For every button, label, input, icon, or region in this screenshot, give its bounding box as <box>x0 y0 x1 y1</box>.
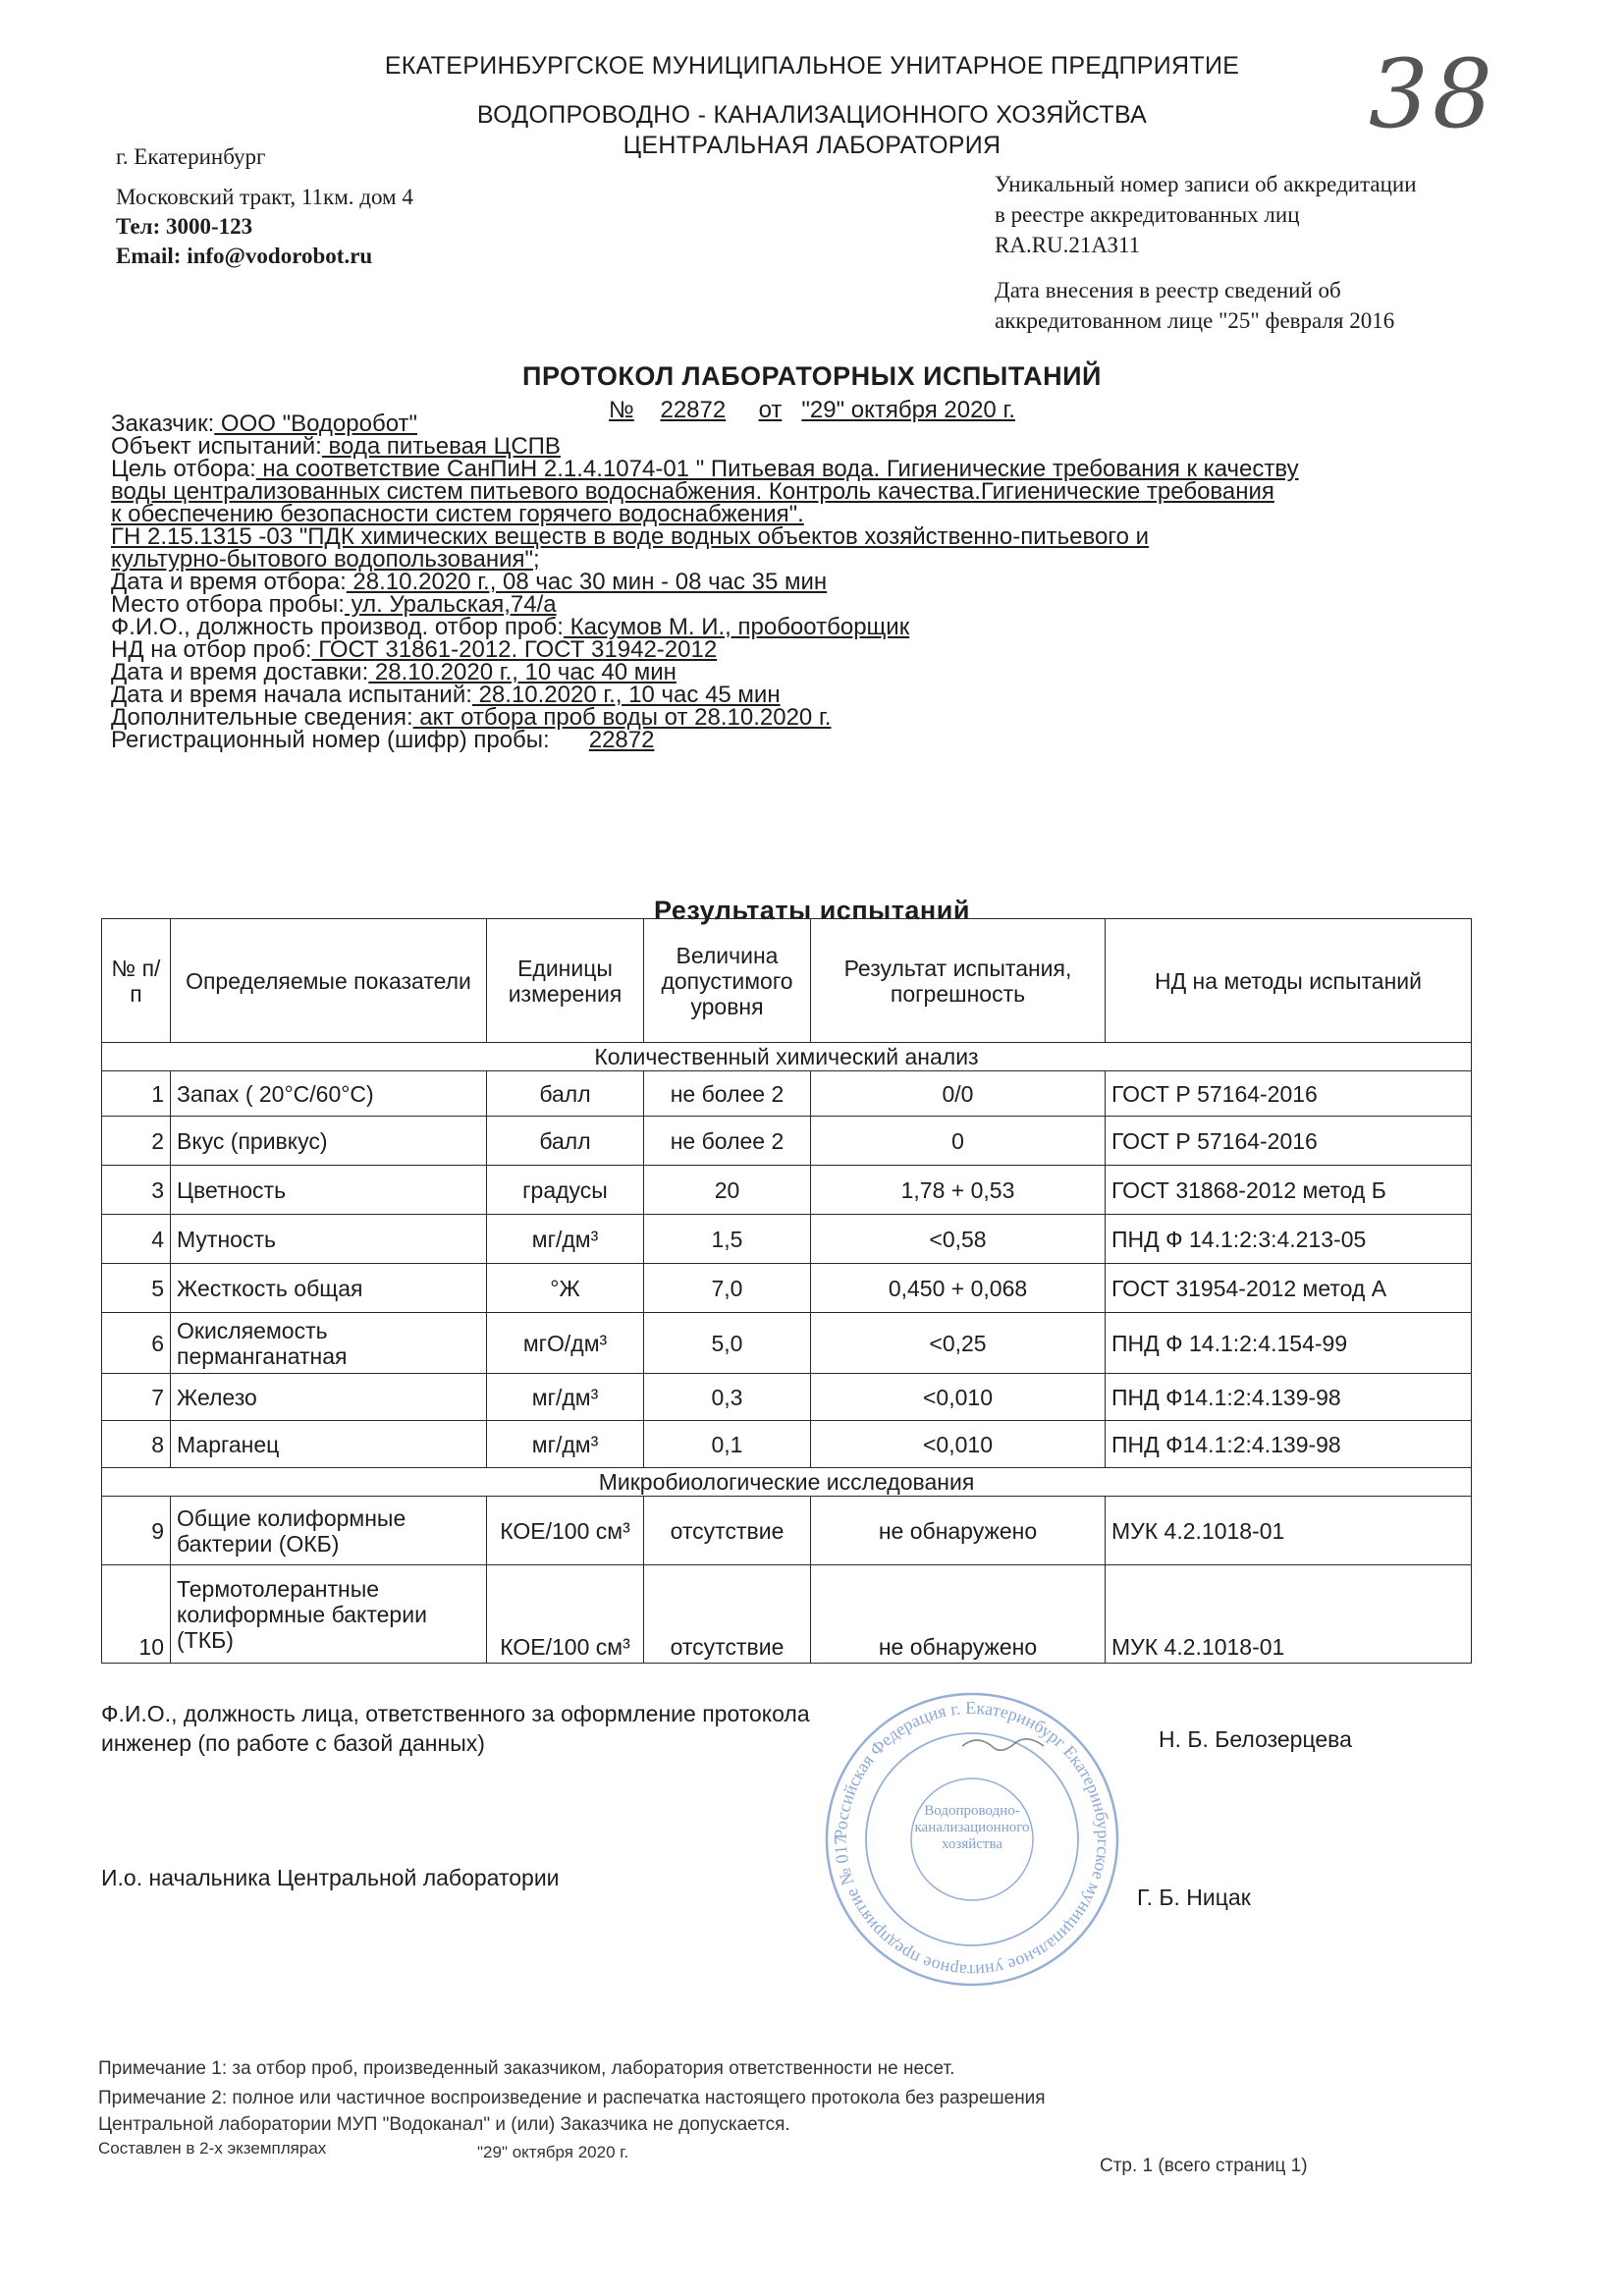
row-method: ПНД Ф 14.1:2:3:4.213-05 <box>1106 1215 1472 1264</box>
info-block <box>111 412 1486 751</box>
purpose-value-4: ГН 2.15.1315 -03 "ПДК химических веществ в воде водных объектов хозяйственно-питьевого и <box>111 523 1149 550</box>
row-result: 0,450 + 0,068 <box>811 1264 1106 1313</box>
responsible-name: Н. Б. Белозерцева <box>1159 1726 1352 1752</box>
address-street: Московский тракт, 11км. дом 4 <box>116 185 413 209</box>
sampling-nd-value: ГОСТ 31861-2012. ГОСТ 31942-2012 <box>311 636 718 663</box>
org-name-line1: ЕКАТЕРИНБУРГСКОЕ МУНИЦИПАЛЬНОЕ УНИТАРНОЕ ПРЕДПРИЯТИЕ <box>384 52 1240 80</box>
sampling-place-label: Место отбора пробы: <box>111 591 345 618</box>
row-unit: КОЕ/100 см³ <box>487 1565 644 1664</box>
row-method: ГОСТ Р 57164-2016 <box>1106 1071 1472 1117</box>
extra-info-label: Дополнительные сведения: <box>111 704 413 731</box>
row-number: 10 <box>102 1565 171 1664</box>
table-row <box>102 1313 1472 1374</box>
row-method: ПНД Ф14.1:2:4.139-98 <box>1106 1421 1472 1468</box>
table-row <box>102 1215 1472 1264</box>
row-limit: отсутствие <box>644 1497 811 1565</box>
row-parameter: Общие колиформные бактерии (ОКБ) <box>171 1497 487 1565</box>
org-name-line2: ВОДОПРОВОДНО - КАНАЛИЗАЦИОННОГО ХОЗЯЙСТВА <box>476 101 1148 129</box>
row-unit: °Ж <box>487 1264 644 1313</box>
note-1: Примечание 1: за отбор проб, произведенный заказчиком, лаборатория ответственности не несет. <box>98 2058 955 2079</box>
section-title-micro: Микробиологические исследования <box>102 1468 1472 1497</box>
row-parameter: Термотолерантные колиформные бактерии (ТКБ) <box>171 1565 487 1664</box>
row-parameter: Вкус (привкус) <box>171 1117 487 1166</box>
sampling-datetime-label: Дата и время отбора: <box>111 569 347 595</box>
row-number: 3 <box>102 1166 171 1215</box>
copies-date: "29" октября 2020 г. <box>477 2143 629 2161</box>
customer-label: Заказчик: <box>111 410 215 437</box>
section-title-chemical: Количественный химический анализ <box>102 1043 1472 1071</box>
table-row <box>102 1166 1472 1215</box>
organization-seal <box>815 1687 1129 1996</box>
accreditation-number: RA.RU.21АЗ11 <box>995 233 1141 257</box>
sampling-nd-label: НД на отбор проб: <box>111 636 312 663</box>
note-3: Центральной лаборатории МУП "Водоканал" и (или) Заказчика не допускается. <box>98 2114 790 2135</box>
object-value: вода питьевая ЦСПВ <box>321 433 561 460</box>
col-header-method: НД на методы испытаний <box>1106 919 1472 1043</box>
col-header-number: № п/п <box>102 919 171 1043</box>
col-header-result: Результат испытания, погрешность <box>811 919 1106 1043</box>
protocol-title: ПРОТОКОЛ ЛАБОРАТОРНЫХ ИСПЫТАНИЙ <box>522 361 1102 391</box>
address-city: г. Екатеринбург <box>116 144 266 169</box>
purpose-value-1: на соответствие СанПиН 2.1.4.1074-01 " Питьевая вода. Гигиенические требования к качеству <box>255 456 1299 482</box>
handwritten-signature <box>962 1739 1044 1750</box>
copies-note: Составлен в 2-х экземплярах <box>98 2139 327 2158</box>
registration-label: Регистрационный номер (шифр) пробы: <box>111 727 550 753</box>
head-name: Г. Б. Ницак <box>1137 1885 1251 1910</box>
row-number: 1 <box>102 1071 171 1117</box>
row-limit: отсутствие <box>644 1565 811 1664</box>
row-parameter: Железо <box>171 1374 487 1421</box>
section-row-chemical <box>102 1043 1472 1071</box>
row-result: 1,78 + 0,53 <box>811 1166 1106 1215</box>
row-result: не обнаружено <box>811 1565 1106 1664</box>
sampling-datetime-value: 28.10.2020 г., 08 час 30 мин - 08 час 35 мин <box>346 569 828 595</box>
sampler-value: Касумов М. И., пробоотборщик <box>563 614 910 640</box>
results-title: Результаты испытаний <box>654 896 970 925</box>
row-limit: 5,0 <box>644 1313 811 1374</box>
col-header-parameter: Определяемые показатели <box>171 919 487 1043</box>
row-unit: мг/дм³ <box>487 1421 644 1468</box>
note-2: Примечание 2: полное или частичное воспроизведение и распечатка настоящего протокола без разрешения <box>98 2088 1046 2108</box>
row-limit: 7,0 <box>644 1264 811 1313</box>
row-unit: мгО/дм³ <box>487 1313 644 1374</box>
row-unit: градусы <box>487 1166 644 1215</box>
row-unit: мг/дм³ <box>487 1374 644 1421</box>
table-header-row <box>102 919 1472 1043</box>
row-number: 2 <box>102 1117 171 1166</box>
row-result: 0/0 <box>811 1071 1106 1117</box>
row-method: ПНД Ф14.1:2:4.139-98 <box>1106 1374 1472 1421</box>
object-label: Объект испытаний: <box>111 433 322 460</box>
row-limit: не более 2 <box>644 1117 811 1166</box>
row-unit: мг/дм³ <box>487 1215 644 1264</box>
sampler-label: Ф.И.О., должность производ. отбор проб: <box>111 614 564 640</box>
org-name-line3: ЦЕНТРАЛЬНАЯ ЛАБОРАТОРИЯ <box>623 132 1001 159</box>
extra-info-value: акт отбора проб воды от 28.10.2020 г. <box>412 704 832 731</box>
phone: Тел: 3000-123 <box>116 214 253 239</box>
date-prefix: от <box>758 397 783 423</box>
seal-icon <box>815 1687 1129 1992</box>
row-unit: балл <box>487 1071 644 1117</box>
customer-value: ООО "Водоробот" <box>214 410 418 437</box>
head-title: И.о. начальника Центральной лаборатории <box>101 1865 560 1890</box>
table-row <box>102 1421 1472 1468</box>
table-row <box>102 1117 1472 1166</box>
row-parameter: Марганец <box>171 1421 487 1468</box>
row-method: МУК 4.2.1018-01 <box>1106 1497 1472 1565</box>
row-parameter: Жесткость общая <box>171 1264 487 1313</box>
purpose-value-2: воды централизованных систем питьевого водоснабжения. Контроль качества.Гигиенические требования <box>111 478 1274 505</box>
accreditation-line4: Дата внесения в реестр сведений об <box>995 278 1341 302</box>
row-parameter: Мутность <box>171 1215 487 1264</box>
row-method: ГОСТ 31868-2012 метод Б <box>1106 1166 1472 1215</box>
table-row <box>102 1497 1472 1565</box>
table-row <box>102 1565 1472 1664</box>
purpose-value-5: культурно-бытового водопользования"; <box>111 546 540 573</box>
table-row <box>102 1264 1472 1313</box>
email: Email: info@vodorobot.ru <box>116 244 373 268</box>
test-start-label: Дата и время начала испытаний: <box>111 682 472 708</box>
accreditation-line1: Уникальный номер записи об аккредитации <box>995 172 1417 196</box>
row-number: 9 <box>102 1497 171 1565</box>
row-limit: 20 <box>644 1166 811 1215</box>
row-result: 0 <box>811 1117 1106 1166</box>
row-number: 8 <box>102 1421 171 1468</box>
row-unit: КОЕ/100 см³ <box>487 1497 644 1565</box>
delivery-label: Дата и время доставки: <box>111 659 369 685</box>
responsible-line1: Ф.И.О., должность лица, ответственного за оформление протокола <box>101 1701 810 1726</box>
row-number: 5 <box>102 1264 171 1313</box>
delivery-value: 28.10.2020 г., 10 час 40 мин <box>368 659 677 685</box>
section-row-micro <box>102 1468 1472 1497</box>
sampling-place-value: ул. Уральская,74/а <box>344 591 557 618</box>
table-row <box>102 1071 1472 1117</box>
registration-value: 22872 <box>588 727 655 753</box>
row-number: 4 <box>102 1215 171 1264</box>
row-method: МУК 4.2.1018-01 <box>1106 1565 1472 1664</box>
row-method: ГОСТ Р 57164-2016 <box>1106 1117 1472 1166</box>
test-start-value: 28.10.2020 г., 10 час 45 мин <box>471 682 781 708</box>
col-header-unit: Единицы измерения <box>487 919 644 1043</box>
row-limit: 0,1 <box>644 1421 811 1468</box>
row-method: ПНД Ф 14.1:2:4.154-99 <box>1106 1313 1472 1374</box>
seal-center-text: Водопроводно-канализационного хозяйства <box>914 1803 1030 1852</box>
seal-ring-text: Российская Федерация г. Екатеринбург Екатеринбургское муниципальное унитарное предприятие № 017 <box>830 1697 1114 1982</box>
row-unit: балл <box>487 1117 644 1166</box>
row-result: <0,58 <box>811 1215 1106 1264</box>
row-method: ГОСТ 31954-2012 метод А <box>1106 1264 1472 1313</box>
row-limit: не более 2 <box>644 1071 811 1117</box>
row-result: <0,010 <box>811 1374 1106 1421</box>
row-result: не обнаружено <box>811 1497 1106 1565</box>
row-limit: 0,3 <box>644 1374 811 1421</box>
page-number: Стр. 1 (всего страниц 1) <box>1100 2156 1308 2176</box>
row-limit: 1,5 <box>644 1215 811 1264</box>
responsible-line2: инженер (по работе с базой данных) <box>101 1730 485 1756</box>
row-number: 6 <box>102 1313 171 1374</box>
row-result: <0,25 <box>811 1313 1106 1374</box>
row-parameter: Окисляемость перманганатная <box>171 1313 487 1374</box>
purpose-label: Цель отбора: <box>111 456 256 482</box>
table-row <box>102 1374 1472 1421</box>
handwritten-page-number: 38 <box>1368 39 1496 149</box>
protocol-date: "29" октября 2020 г. <box>801 397 1015 423</box>
row-parameter: Запах ( 20°С/60°С) <box>171 1071 487 1117</box>
row-result: <0,010 <box>811 1421 1106 1468</box>
number-prefix: № <box>609 397 634 423</box>
accreditation-line5: аккредитованном лице "25" февраля 2016 <box>995 308 1395 333</box>
row-number: 7 <box>102 1374 171 1421</box>
protocol-number: 22872 <box>660 397 727 423</box>
row-parameter: Цветность <box>171 1166 487 1215</box>
results-table <box>101 918 1472 1664</box>
col-header-limit: Величина допустимого уровня <box>644 919 811 1043</box>
accreditation-line2: в реестре аккредитованных лиц <box>995 202 1300 227</box>
purpose-value-3: к обеспечению безопасности систем горячего водоснабжения". <box>111 501 804 527</box>
